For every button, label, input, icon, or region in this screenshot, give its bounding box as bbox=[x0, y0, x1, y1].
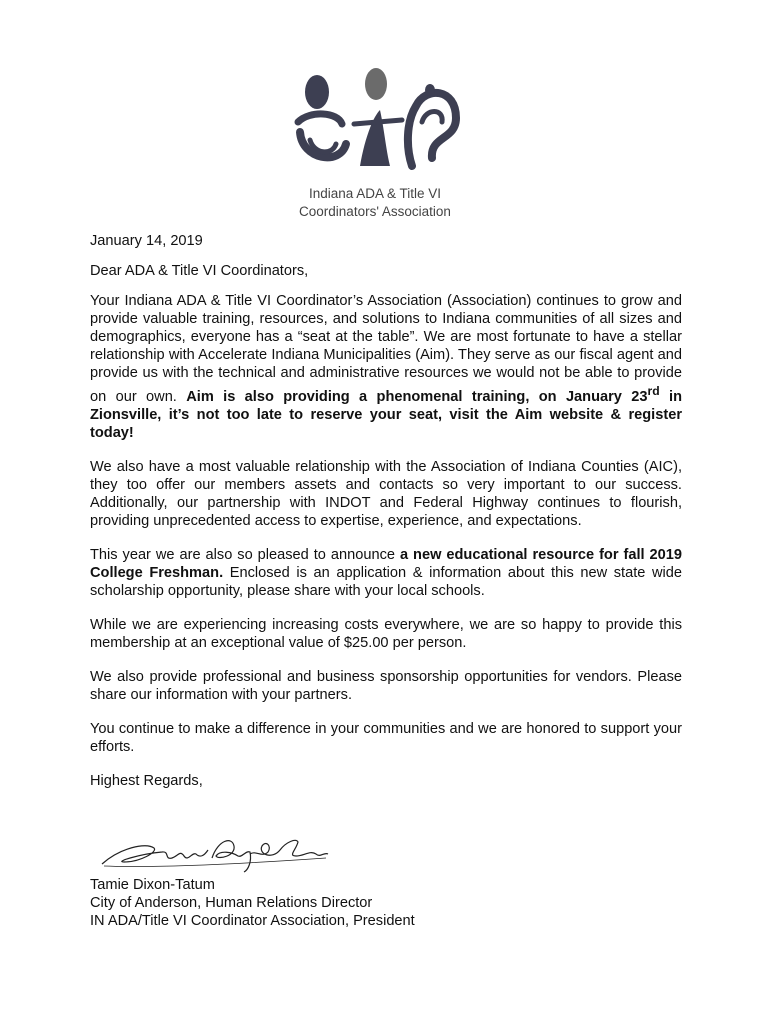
paragraph-5: We also provide professional and business sponsorship opportunities for vendors. Please share our information with your partners. bbox=[90, 668, 682, 703]
paragraph-1-bold-a: Aim is also providing a phenomenal training, on January 23 bbox=[186, 388, 648, 405]
logo-text-line-1: Indiana ADA & Title VI bbox=[308, 186, 442, 201]
paragraph-3 bbox=[90, 546, 682, 600]
handwritten-signature bbox=[100, 828, 330, 876]
paragraph-1-bold-sup: rd bbox=[647, 384, 660, 398]
signature-icon bbox=[100, 828, 330, 876]
paragraph-1 bbox=[90, 292, 682, 442]
letter-date: January 14, 2019 bbox=[90, 233, 203, 249]
paragraph-2: We also have a most valuable relationship with the Association of Indiana Counties (AIC), they too offer our members assets and contacts so very important to our success. Additionally, our partnership with INDOT and Federal Highway continues to flourish, providing unprecedented access to expertise, experience, and expectations. bbox=[90, 458, 682, 529]
paragraph-1-text: Your Indiana ADA & Title VI Coordinator’s Association (Association) continues to grow and provide valuable training, resources, and solutions to Indiana communities of all sizes and demographics, everyone has a “seat at the table”. We are most fortunate to have a stellar relationship with Accelerate Indiana Municipalities (Aim). They serve as our fiscal agent and provide us with the technical and administrative resources we would not be able to provide on our own. bbox=[90, 293, 682, 405]
letter-body bbox=[90, 232, 682, 806]
paragraph-3-bold: a new educational resource for fall 2019 College Freshman. bbox=[90, 546, 682, 581]
paragraph-6: You continue to make a difference in your communities and we are honored to support your efforts. bbox=[90, 720, 682, 755]
letter-closing: Highest Regards, bbox=[90, 772, 203, 789]
signer-title-2: IN ADA/Title VI Coordinator Association, President bbox=[90, 913, 415, 929]
letter-salutation: Dear ADA & Title VI Coordinators, bbox=[90, 263, 309, 279]
paragraph-1-bold-b: in Zionsville, it’s not too late to reserve your seat, visit the Aim website & register today! bbox=[90, 388, 682, 441]
paragraph-3-text-a: This year we are also so pleased to announce bbox=[90, 546, 400, 563]
association-logo bbox=[280, 62, 470, 226]
logo-figures-icon bbox=[280, 62, 470, 186]
logo-text-line-2: Coordinators' Association bbox=[299, 204, 451, 219]
signature-block bbox=[90, 876, 415, 930]
paragraph-4: While we are experiencing increasing costs everywhere, we are so happy to provide this membership at an exceptional value of $25.00 per person. bbox=[90, 616, 682, 651]
paragraph-3-text-b: Enclosed is an application & information about this new state wide scholarship opportunity, please share with your local schools. bbox=[90, 564, 682, 599]
signer-title-1: City of Anderson, Human Relations Director bbox=[90, 895, 373, 911]
signer-name: Tamie Dixon-Tatum bbox=[90, 877, 215, 893]
